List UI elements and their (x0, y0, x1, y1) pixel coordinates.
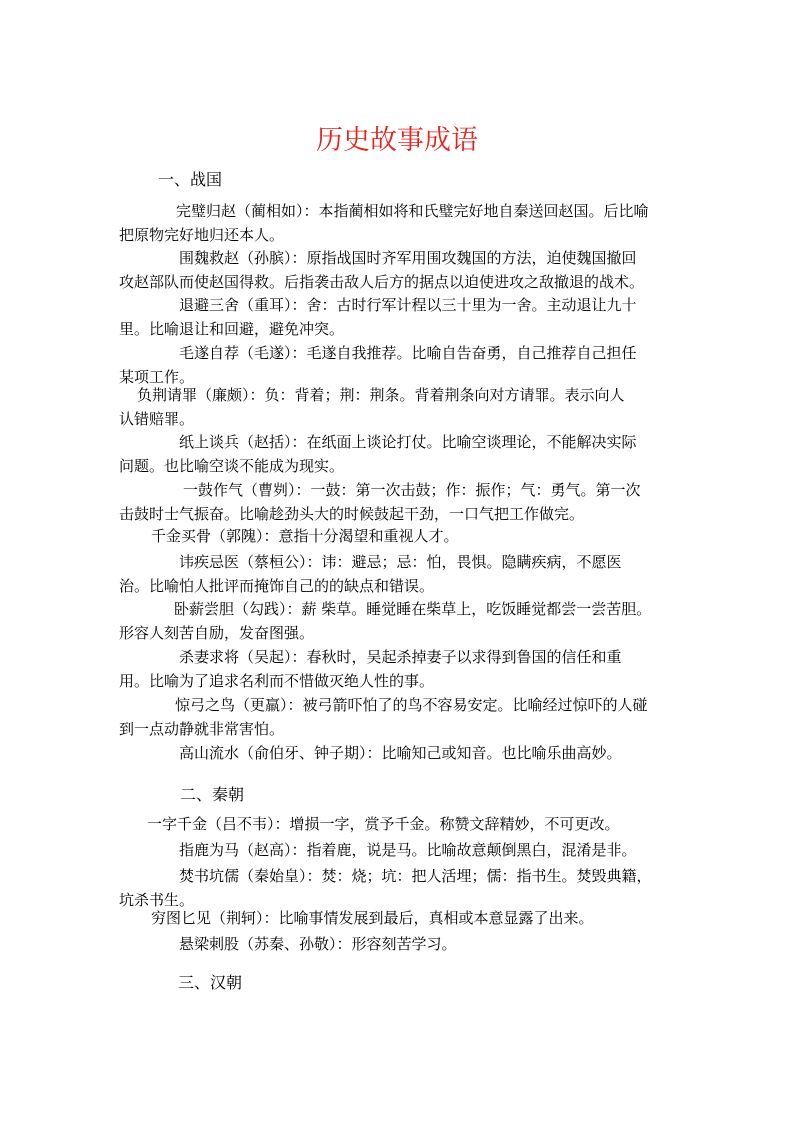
entry-line: 焚书坑儒（秦始皇）：焚：烧；坑：把人活埋；儒：指书生。焚毁典籍， (179, 867, 652, 885)
idiom-entry (119, 524, 679, 548)
entry-line: 退避三舍（重耳）：舍：古时行军计程以三十里为一舍。主动退让九十 (179, 296, 637, 314)
idiom-entry (119, 906, 679, 930)
entry-line: 问题。也比喻空谈不能成为现实。 (119, 457, 345, 475)
idiom-entry (119, 693, 679, 741)
idiom-entry (119, 812, 679, 836)
section-heading-han-dynasty: 三、汉朝 (178, 973, 243, 992)
entry-line: 到一点动静就非常害怕。 (119, 720, 285, 738)
idiom-entry (119, 341, 679, 389)
entry-line: 惊弓之鸟（更羸）：被弓箭吓怕了的鸟不容易安定。比喻经过惊吓的人碰 (175, 696, 648, 714)
entry-line: 指鹿为马（赵高）：指着鹿，说是马。比喻故意颠倒黑白，混淆是非。 (179, 841, 637, 859)
entry-line: 攻赵部队而使赵国得救。后指袭击敌人后方的据点以迫使进攻之敌撤退的战术。 (119, 273, 645, 291)
idiom-entry (119, 838, 679, 862)
entry-line: 用。比喻为了追求名利而不惜做灭绝人性的事。 (119, 672, 435, 690)
entry-line: 围魏救赵（孙膑）：原指战国时齐军用围攻魏国的方法，迫使魏国撤回 (179, 249, 637, 267)
entry-line: 治。比喻怕人批评而掩饰自己的的缺点和错误。 (119, 577, 435, 595)
entry-line: 千金买骨（郭隗）：意指十分渴望和重视人才。 (151, 527, 459, 545)
entry-line: 讳疾忌医（蔡桓公）：讳：避忌；忌：怕，畏惧。隐瞒疾病，不愿医 (179, 553, 622, 571)
idiom-entry (119, 246, 679, 294)
entry-line: 坑杀书生。 (119, 891, 195, 909)
entry-line: 高山流水（俞伯牙、钟子期）：比喻知己或知音。也比喻乐曲高妙。 (179, 744, 622, 762)
idiom-entry (119, 864, 679, 912)
entry-line: 击鼓时士气振奋。比喻趁劲头大的时候鼓起干劲，一口气把工作做完。 (119, 505, 585, 523)
entry-line: 纸上谈兵（赵括）：在纸面上谈论打仗。比喻空谈理论，不能解决实际 (179, 433, 637, 451)
entry-line: 认错赔罪。 (119, 410, 195, 428)
idiom-entry (119, 199, 679, 247)
entry-line: 里。比喻退让和回避，避免冲突。 (119, 320, 345, 338)
entry-line: 毛遂自荐（毛遂）：毛遂自我推荐。比喻自告奋勇，自己推荐自己担任 (179, 344, 637, 362)
idiom-entry (119, 478, 679, 526)
entry-line: 卧薪尝胆（勾践）：薪 柴草。睡觉睡在柴草上，吃饭睡觉都尝一尝苦胆。 (174, 600, 652, 618)
idiom-entry (119, 550, 679, 598)
idiom-entry (119, 383, 679, 431)
entry-line: 一鼓作气（曹刿）：一鼓：第一次击鼓；作：振作；气：勇气。第一次 (183, 481, 641, 499)
idiom-entry (119, 293, 679, 341)
entry-line: 完璧归赵（蔺相如）：本指蔺相如将和氏璧完好地自秦送回赵国。后比喻 (176, 202, 649, 220)
idiom-entry (119, 645, 679, 693)
section-heading-warring-states: 一、战国 (158, 170, 223, 189)
entry-line: 杀妻求将（吴起）：春秋时，吴起杀掉妻子以求得到鲁国的信任和重 (179, 648, 622, 666)
entry-line: 悬梁刺股（苏秦、孙敬）：形容刻苦学习。 (179, 935, 457, 953)
section-heading-qin-dynasty: 二、秦朝 (180, 785, 245, 804)
idiom-entry (119, 932, 679, 956)
entry-line: 某项工作。 (119, 368, 195, 386)
idiom-entry (119, 597, 679, 645)
entry-line: 把原物完好地归还本人。 (119, 226, 285, 244)
entry-line: 形容人刻苦自励，发奋图强。 (119, 624, 315, 642)
entry-line: 穷图匕见（荆轲）：比喻事情发展到最后，真相或本意显露了出来。 (151, 909, 594, 927)
entry-line: 一字千金（吕不韦）：增损一字，赏予千金。称赞文辞精妙，不可更改。 (147, 815, 620, 833)
idiom-entry (119, 741, 679, 765)
idiom-entry (119, 430, 679, 478)
entry-line: 负荆请罪（廉颇）：负：背着；荆：荆条。背着荆条向对方请罪。表示向人 (137, 386, 625, 404)
document-title: 历史故事成语 (316, 125, 478, 156)
